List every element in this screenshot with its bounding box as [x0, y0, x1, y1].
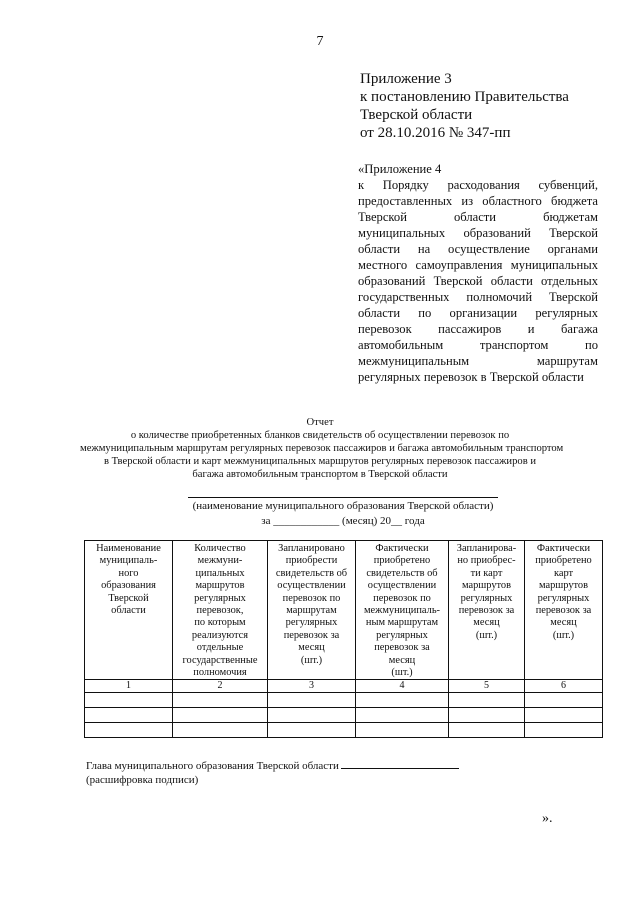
table-cell	[268, 723, 356, 738]
column-number-row	[85, 680, 603, 693]
header-cell-line: свидетельств об	[366, 567, 438, 579]
appendix-3-line: Приложение 3	[360, 71, 452, 87]
header-cell-line: (шт.)	[475, 629, 498, 641]
header-cell-line: Запланирова-	[456, 543, 517, 554]
signature-decoding: (расшифровка подписи)	[86, 774, 199, 786]
table-cell	[85, 693, 173, 708]
closing-quote: ».	[542, 811, 553, 826]
table-cell	[356, 693, 449, 708]
appendix-4-line: местного самоуправления муниципальных	[358, 258, 598, 272]
header-cell-line: Фактически	[375, 543, 429, 554]
appendix-3-header	[360, 70, 569, 142]
header-cell-line: перевозок по	[282, 592, 341, 604]
municipality-fill-line	[188, 497, 498, 498]
appendix-3-line: Тверской области	[360, 107, 473, 123]
header-cell-line: перевозок за	[374, 642, 430, 654]
header-cell-line: маршрутам	[286, 605, 337, 617]
appendix-4-line: перевозок пассажиров и багажа	[358, 322, 598, 336]
header-cell-line: регулярных	[537, 592, 590, 604]
table-cell	[449, 723, 525, 738]
table-row	[85, 708, 603, 723]
signature-title: Глава муниципального образования Тверской области	[86, 760, 339, 772]
table-cell	[85, 708, 173, 723]
column-number-cell: 2	[173, 680, 268, 693]
column-number-cell: 5	[449, 680, 525, 693]
table-cell	[85, 723, 173, 738]
header-cell-line: межмуниципаль-	[363, 605, 441, 617]
header-cell-line: перевозок,	[196, 605, 244, 617]
header-cell-line: области	[111, 605, 146, 617]
header-cell-line: ным маршрутам	[365, 617, 439, 629]
appendix-4-line: области по организации регулярных	[358, 306, 598, 320]
header-cell-line: регулярных	[460, 592, 513, 604]
header-cell-line: перевозок за	[283, 629, 340, 641]
table-cell	[449, 693, 525, 708]
report-subtitle-line: межмуниципальным маршрутам регулярных перевозок пассажиров и багажа автомобильным транспортом	[80, 443, 564, 454]
header-cell-line: Запланировано	[278, 543, 345, 554]
header-cell	[85, 541, 173, 680]
header-cell-line: регулярных	[376, 629, 428, 641]
period-line: за ____________ (месяц) 20__ года	[261, 515, 425, 527]
appendix-4-line: автомобильным транспортом по	[358, 338, 598, 352]
header-cell-line: месяц	[550, 617, 577, 629]
table-cell	[173, 693, 268, 708]
header-cell-line: ного	[118, 567, 139, 579]
header-cell	[268, 541, 356, 680]
header-cell-line: месяц	[298, 642, 325, 654]
header-cell-line: Количество	[194, 543, 246, 554]
header-cell-line: приобретено	[535, 555, 592, 567]
header-cell	[173, 541, 268, 680]
header-cell-line: но приобрес-	[457, 555, 516, 567]
signature-fill-line	[341, 758, 459, 769]
appendix-4-line: межмуниципальным маршрутам	[358, 354, 598, 368]
appendix-4-line: Тверской области бюджетам	[358, 210, 598, 224]
page-number: 7	[316, 34, 324, 49]
appendix-3-line: к постановлению Правительства	[360, 89, 569, 105]
header-cell	[525, 541, 603, 680]
report-table	[84, 540, 603, 738]
column-number-cell: 4	[356, 680, 449, 693]
signature-line	[86, 758, 459, 773]
appendix-4-line: области на осуществление органами	[358, 242, 598, 256]
header-cell-line: приобрести	[285, 555, 338, 567]
header-cell-line: осуществлении	[367, 580, 437, 592]
report-subtitle-line: багажа автомобильным транспортом в Тверской области	[192, 469, 448, 480]
column-number-cell: 1	[85, 680, 173, 693]
appendix-4-line: государственных полномочий Тверской	[358, 290, 598, 304]
table-cell	[268, 693, 356, 708]
header-cell-line: месяц	[388, 654, 416, 666]
table-cell	[525, 708, 603, 723]
header-cell-line: регулярных	[285, 617, 338, 629]
header-cell-line: муниципаль-	[99, 555, 158, 567]
header-cell-line: осуществлении	[277, 580, 346, 592]
table-cell	[356, 708, 449, 723]
header-cell-line: маршрутов	[538, 580, 589, 592]
table-cell	[449, 708, 525, 723]
header-cell-line: маршрутов	[195, 580, 245, 592]
header-cell-line: перевозок за	[458, 605, 515, 617]
header-cell-line: отдельные	[196, 642, 244, 654]
header-cell-line: ципальных	[195, 567, 245, 579]
header-cell-line: перевозок по	[373, 592, 431, 604]
report-heading	[80, 416, 564, 481]
appendix-3-line: от 28.10.2016 № 347-пп	[360, 125, 511, 141]
table-cell	[268, 708, 356, 723]
header-cell-line: полномочия	[193, 667, 247, 679]
header-cell-line: карт	[553, 567, 574, 579]
header-cell-line: месяц	[473, 617, 500, 629]
table-cell	[525, 723, 603, 738]
header-cell-line: межмуни-	[197, 555, 243, 567]
table-row	[85, 693, 603, 708]
header-cell-line: реализуются	[191, 629, 249, 641]
report-subtitle-line: в Тверской области и карт межмуниципальных маршрутов регулярных перевозок пассажиров и	[103, 456, 537, 467]
table-cell	[173, 708, 268, 723]
municipality-caption: (наименование муниципального образования Тверской области)	[192, 500, 494, 512]
appendix-4-line: образований Тверской области отдельных	[358, 274, 598, 288]
appendix-4-line: к Порядку расходования субвенций,	[358, 178, 598, 192]
header-cell-line: Фактически	[536, 543, 591, 554]
header-cell-line: перевозок за	[535, 605, 592, 617]
column-number-cell: 3	[268, 680, 356, 693]
table-cell	[173, 723, 268, 738]
header-cell-line: свидетельств об	[275, 567, 348, 579]
header-cell-line: Тверской	[108, 592, 149, 604]
appendix-4-line: «Приложение 4	[358, 162, 442, 176]
header-cell-line: образования	[101, 580, 156, 592]
header-cell-line: ти карт	[470, 567, 503, 579]
header-cell-line: Наименование	[96, 543, 161, 554]
appendix-4-line: муниципальных образований Тверской	[358, 226, 598, 240]
appendix-4-line: регулярных перевозок в Тверской области	[358, 370, 584, 384]
header-cell	[356, 541, 449, 680]
table-header-row	[85, 541, 603, 680]
table-cell	[525, 693, 603, 708]
header-cell	[449, 541, 525, 680]
header-cell-line: (шт.)	[391, 667, 413, 679]
table-row	[85, 723, 603, 738]
table-cell	[356, 723, 449, 738]
header-cell-line: государственные	[182, 654, 258, 666]
appendix-4-header	[358, 161, 598, 385]
report-subtitle-line: о количестве приобретенных бланков свидетельств об осуществлении перевозок по	[130, 430, 510, 441]
header-cell-line: (шт.)	[300, 654, 323, 666]
header-cell-line: регулярных	[194, 592, 246, 604]
signature-block	[86, 758, 459, 787]
report-title: Отчет	[306, 417, 334, 428]
header-cell-line: маршрутов	[461, 580, 512, 592]
header-cell-line: приобретено	[373, 555, 431, 567]
header-cell-line: (шт.)	[552, 629, 575, 641]
column-number-cell: 6	[525, 680, 603, 693]
appendix-4-line: предоставленных из областного бюджета	[358, 194, 598, 208]
header-cell-line: по которым	[194, 617, 246, 629]
